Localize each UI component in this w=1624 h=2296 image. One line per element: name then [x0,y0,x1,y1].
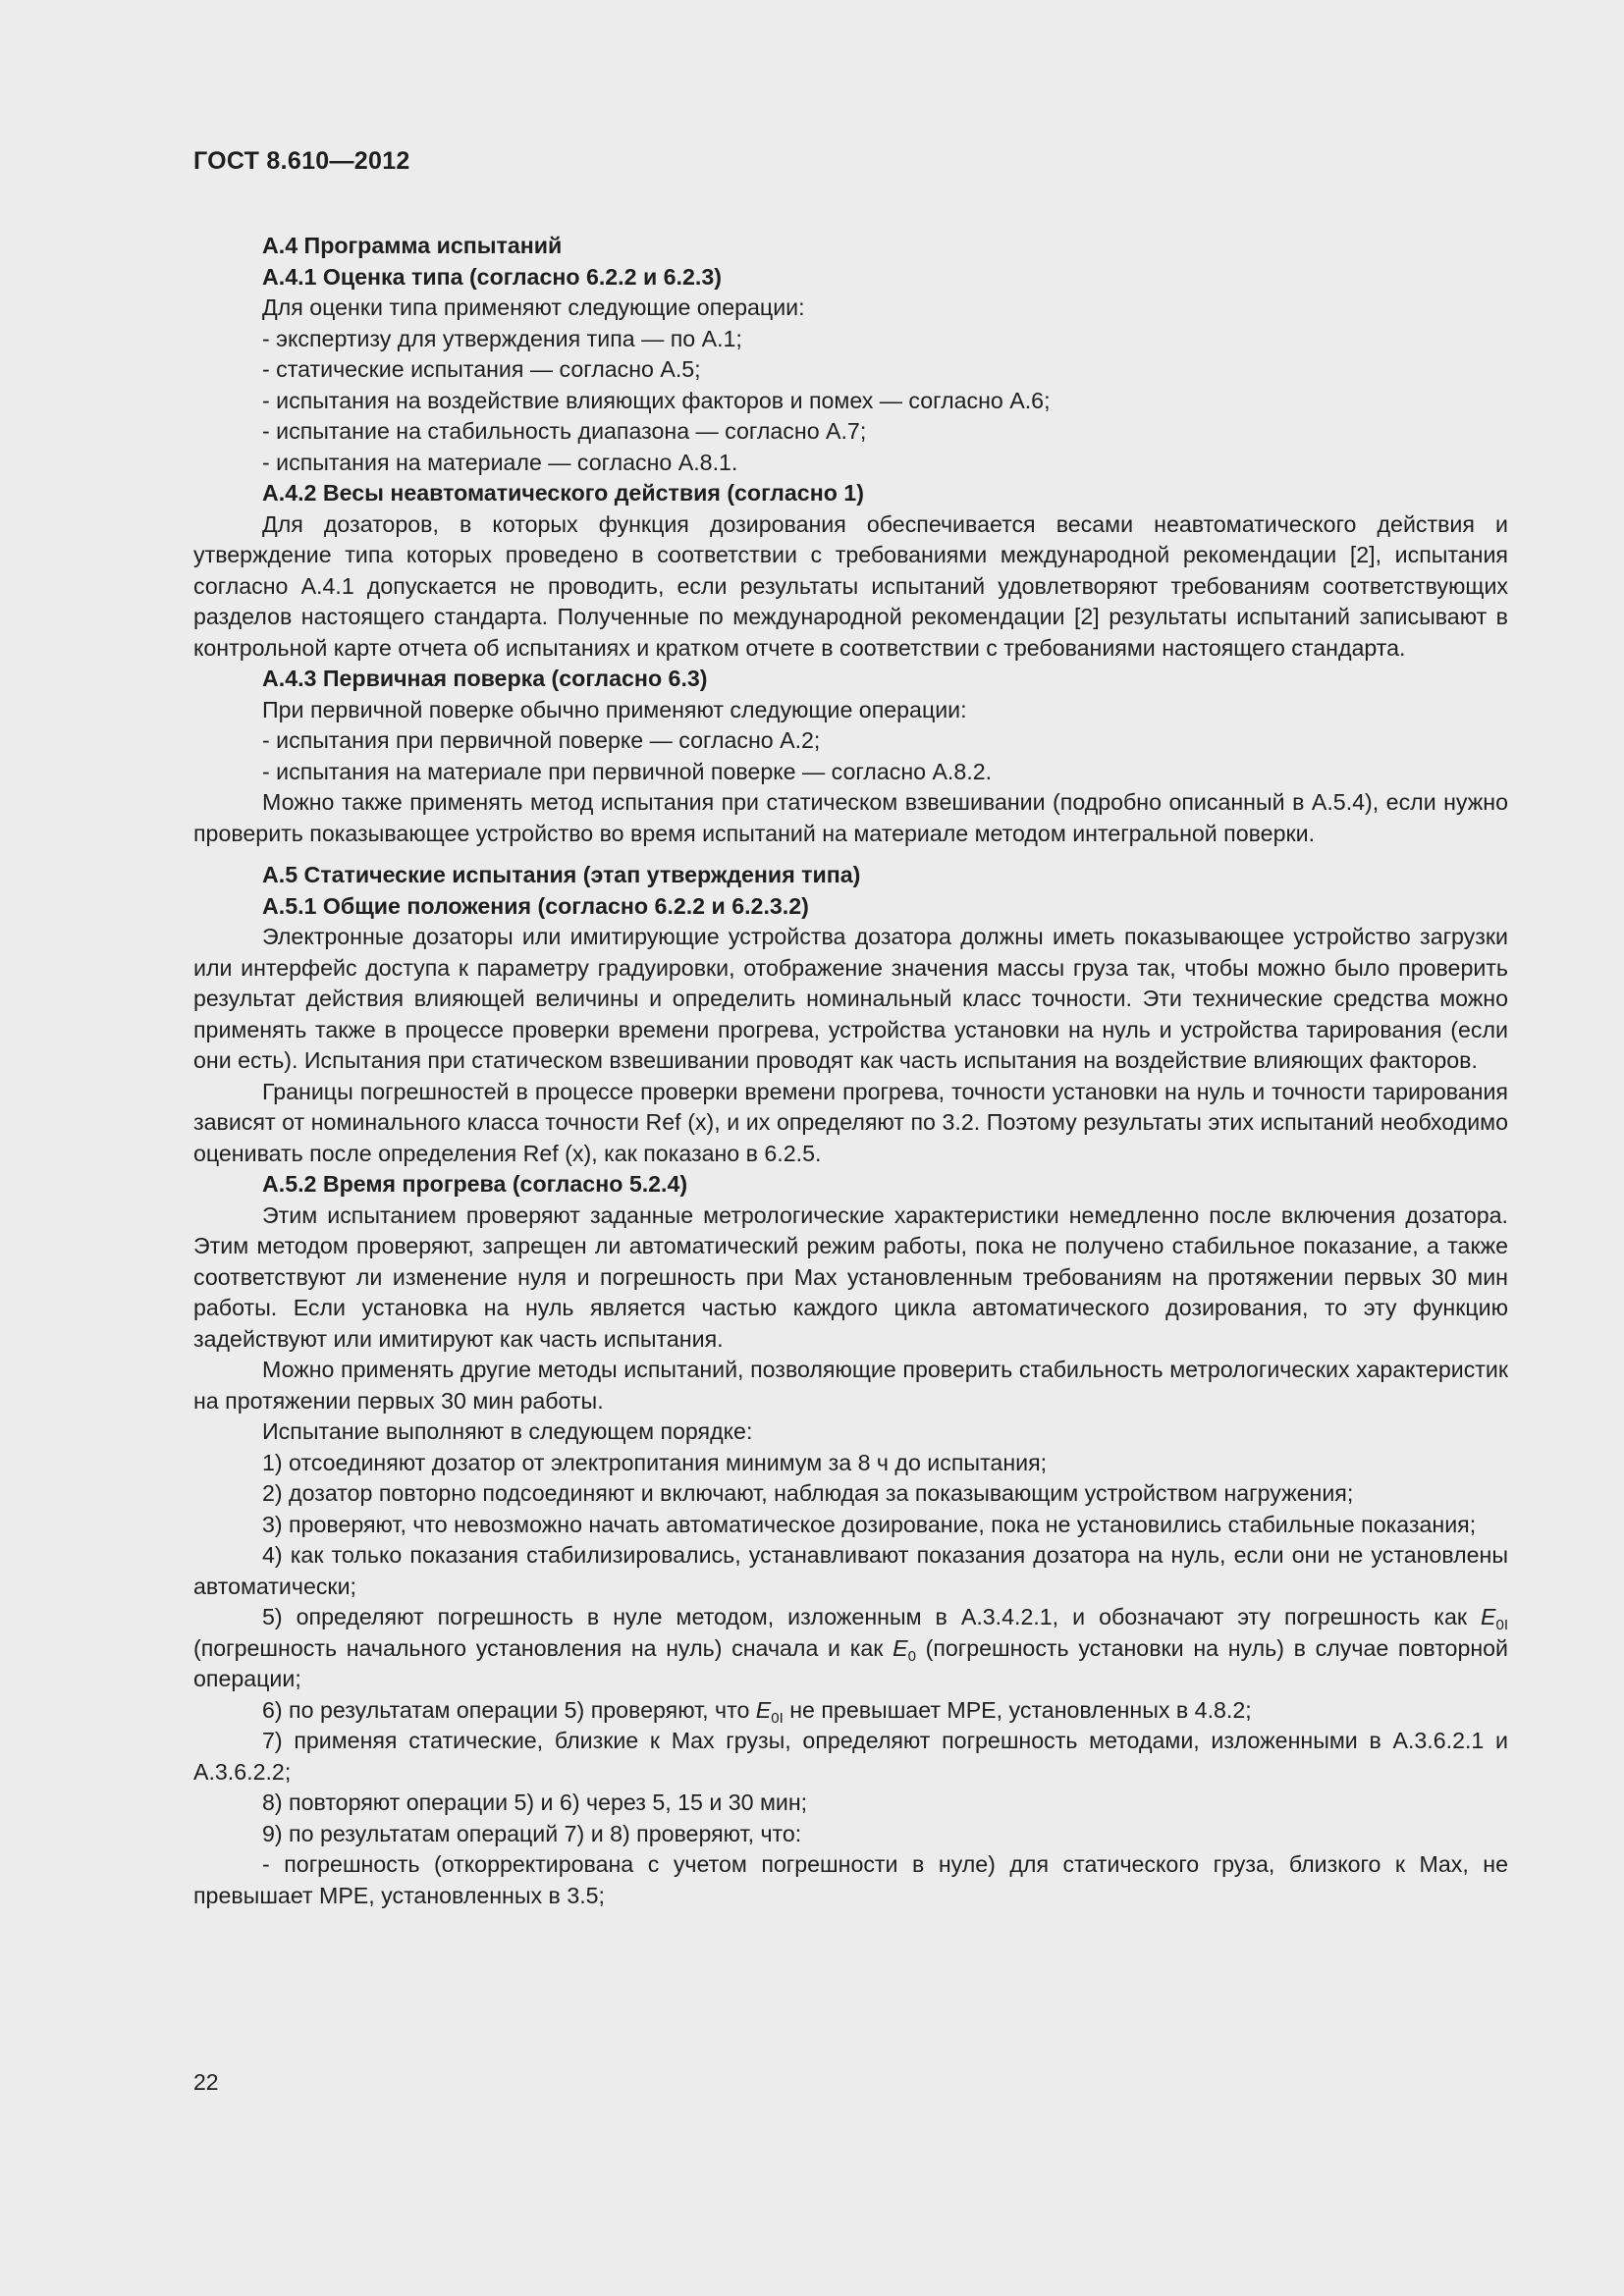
symbol-e: E [1481,1604,1496,1629]
procedure-step: 3) проверяют, что невозможно начать автоматическое дозирование, пока не установились стабильные показания; [262,1511,1477,1537]
paragraph: Можно применять другие методы испытаний, позволяющие проверить стабильность метрологических характеристик на протяжении первых 30 мин работы. [193,1357,1508,1414]
paragraph: Электронные дозаторы или имитирующие устройства дозатора должны иметь показывающее устройство загрузки или интерфейс доступа к параметру градуировки, отображение значения массы груза так, чтобы можно было проверить результат действия влияющей величины и определить номинальный класс точности. Эти технические средства можно применять также в процессе проверки времени прогрева, устройства установки на нуль и устройства тарирования (если они есть). Испытания при статическом взвешивании проводят как часть испытания на воздействие влияющих факторов. [193,924,1508,1073]
procedure-step: 7) применяя статические, близкие к Max грузы, определяют погрешность методами, изложенными в А.3.6.2.1 и А.3.6.2.2; [193,1728,1508,1785]
paragraph: Для дозаторов, в которых функция дозирования обеспечивается весами неавтоматического действия и утверждение типа которых проведено в соответствии с требованиями международной рекомендации [2], испытания согласно А.4.1 допускается не проводить, если результаты испытаний удовлетворяют требованиям соответствующих разделов настоящего стандарта. Полученные по международной рекомендации [2] результаты испытаний записывают в контрольной карте отчета об испытаниях и кратком отчете в соответствии с требованиями настоящего стандарта. [193,510,1508,661]
subsection-heading: А.4.2 Весы неавтоматического действия (согласно 1) [262,480,864,506]
symbol-e: E [755,1696,772,1723]
list-item: - статические испытания — согласно А.5; [262,356,701,382]
list-intro: Для оценки типа применяют следующие операции: [262,294,805,320]
procedure-bullet: - погрешность (откорректирована с учетом погрешности в нуле) для статического груза, близкого к Max, не превышает МРЕ, установленных в 3.5; [193,1851,1508,1908]
paragraph: Испытание выполняют в следующем порядке: [262,1418,753,1444]
subsection-heading: А.4.3 Первичная поверка (согласно 6.3) [262,666,708,691]
subsection-heading: А.4.1 Оценка типа (согласно 6.2.2 и 6.2.3) [262,263,722,290]
list-item: - экспертизу для утверждения типа — по А.1; [262,325,742,351]
list-item: - испытание на стабильность диапазона — согласно А.7; [262,418,867,444]
procedure-step: 8) повторяют операции 5) и 6) через 5, 15 и 30 мин; [262,1789,808,1815]
subsection-heading: А.5.1 Общие положения (согласно 6.2.2 и 6.2.3.2) [262,892,809,919]
procedure-step: 6) по результатам операции 5) проверяют, что $E_{0I}$ не превышает МРЕ, установленных в 4.8.2; [262,1696,1252,1727]
paragraph: Можно также применять метод испытания при статическом взвешивании (подробно описанный в А.5.4), если нужно проверить показывающее устройство во время испытаний на материале методом интегральной поверки. [193,789,1508,846]
list-item: - испытания на материале при первичной поверке — согласно А.8.2. [262,758,993,784]
list-intro: При первичной поверке обычно применяют следующие операции: [262,696,967,722]
paragraph: Этим испытанием проверяют заданные метрологические характеристики немедленно после включения дозатора. Этим методом проверяют, запрещен ли автоматический режим работы, пока не получено стабильное показание, а также соответствуют ли изменение нуля и погрешность при Max установленным требованиям на протяжении первых 30 мин работы. Если установка на нуль является частью каждого цикла автоматического дозирования, то эту функцию задействуют или имитируют как часть испытания. [193,1201,1508,1352]
list-item: - испытания при первичной поверке — согласно А.2; [262,727,821,753]
paragraph: Границы погрешностей в процессе проверки времени прогрева, точности установки на нуль и точности тарирования зависят от номинального класса точности Ref (x), и их определяют по 3.2. Поэтому результаты этих испытаний необходимо оценивать после определения Ref (x), как показано в 6.2.5. [193,1078,1508,1166]
procedure-step: 2) дозатор повторно подсоединяют и включают, наблюдая за показывающим устройством нагружения; [262,1480,1354,1506]
page-header: ГОСТ 8.610—2012 [193,147,410,175]
procedure-step: 1) отсоединяют дозатор от электропитания минимум за 8 ч до испытания; [262,1449,1048,1475]
list-item: - испытания на воздействие влияющих факторов и помех — согласно А.6; [262,387,1051,413]
subsection-heading: А.5.2 Время прогрева (согласно 5.2.4) [262,1171,688,1197]
procedure-step: 4) как только показания стабилизировались, устанавливают показания дозатора на нуль, если они не установлены автоматически; [193,1542,1508,1599]
procedure-step: 5) определяют погрешность в нуле методом, изложенным в А.3.4.2.1, и обозначают эту погрешность как $E_{0I}$ (погрешность начального установления на нуль) сначала и как $E_0$ (погрешность установки на нуль) в случае повторной операции; [193,1604,1509,1691]
document-body [193,220,1508,1911]
section-heading: А.4 Программа испытаний [262,233,563,258]
list-item: - испытания на материале — согласно А.8.1. [262,449,738,475]
section-heading: А.5 Статические испытания (этап утверждения типа) [262,862,861,887]
procedure-step: 9) по результатам операций 7) и 8) проверяют, что: [262,1820,802,1846]
symbol-e: E [893,1634,908,1661]
page-number: 22 [193,2069,219,2095]
